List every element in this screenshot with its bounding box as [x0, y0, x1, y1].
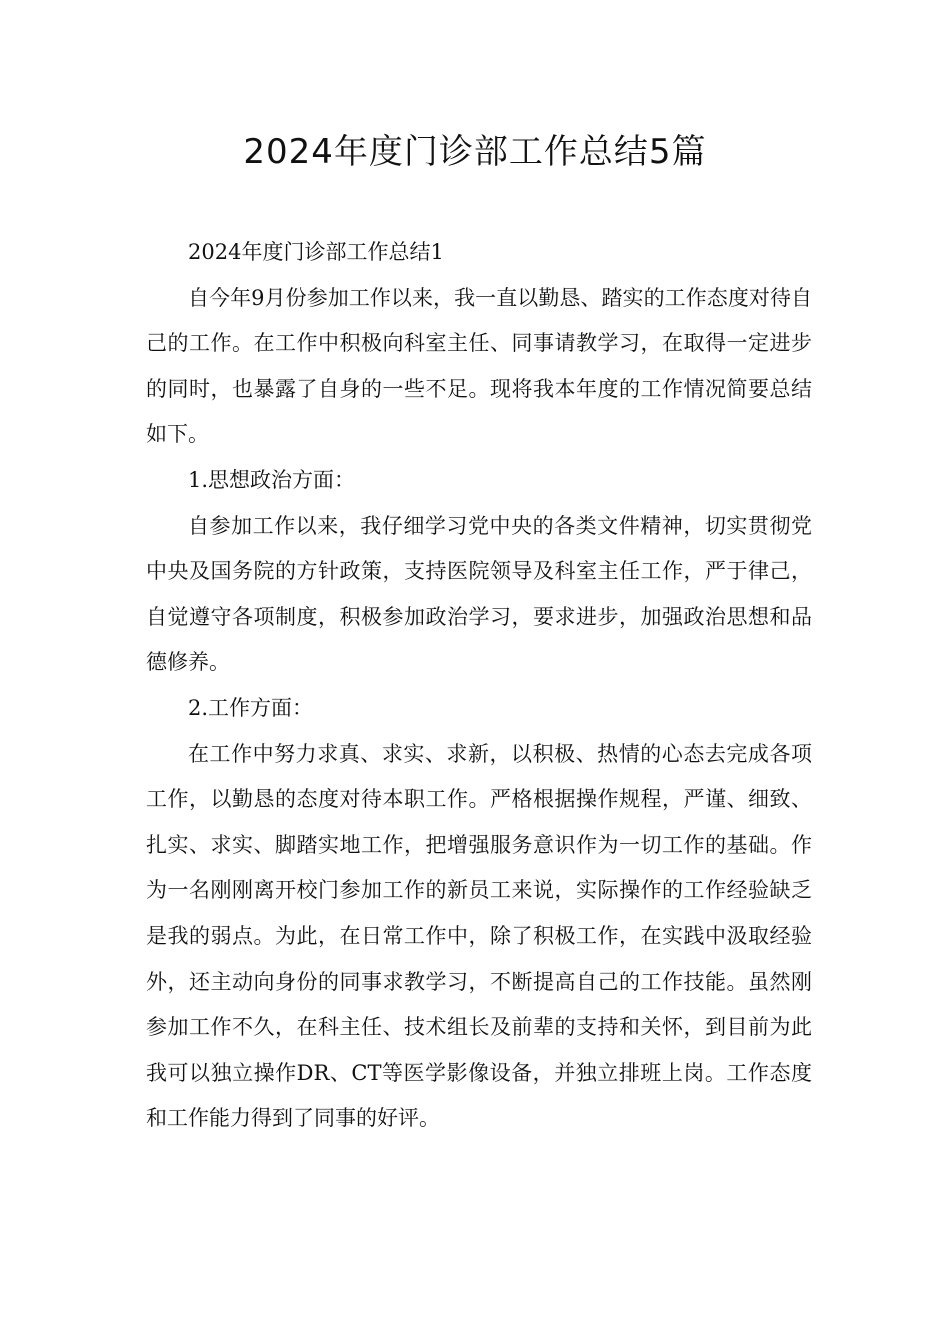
section-heading-work: 2.工作方面： [188, 695, 314, 720]
work-paragraph: 在工作中努力求真、求实、求新，以积极、热情的心态去完成各项工作，以勤恳的态度对待本职工作。严格根据操作规程，严谨、细致、扎实、求实、脚踏实地工作，把增强服务意识作为一切工作的基础。作为一名刚刚离开校门参加工作的新员工来说，实际操作的工作经验缺乏是我的弱点。为此，在日常工作中，除了积极工作，在实践中汲取经验外，还主动向身份的同事求教学习，不断提高自己的工作技能。虽然刚参加工作不久，在科主任、技术组长及前辈的支持和关怀，到目前为此我可以独立操作DR、CT等医学影像设备，并独立排班上岗。工作态度和工作能力得到了同事的好评。 [146, 741, 812, 1131]
section-subtitle: 2024年度门诊部工作总结1 [188, 240, 444, 264]
section-heading-politics: 1.思想政治方面： [188, 467, 356, 492]
document-body [146, 230, 812, 1142]
document-title: 2024年度门诊部工作总结5篇 [243, 132, 707, 172]
politics-paragraph: 自参加工作以来，我仔细学习党中央的各类文件精神，切实贯彻党中央及国务院的方针政策，支持医院领导及科室主任工作，严于律己，自觉遵守各项制度，积极参加政治学习，要求进步，加强政治思想和品德修养。 [146, 513, 812, 675]
intro-paragraph: 自今年9月份参加工作以来，我一直以勤恳、踏实的工作态度对待自己的工作。在工作中积极向科室主任、同事请教学习，在取得一定进步的同时，也暴露了自身的一些不足。现将我本年度的工作情况简要总结如下。 [146, 285, 812, 447]
